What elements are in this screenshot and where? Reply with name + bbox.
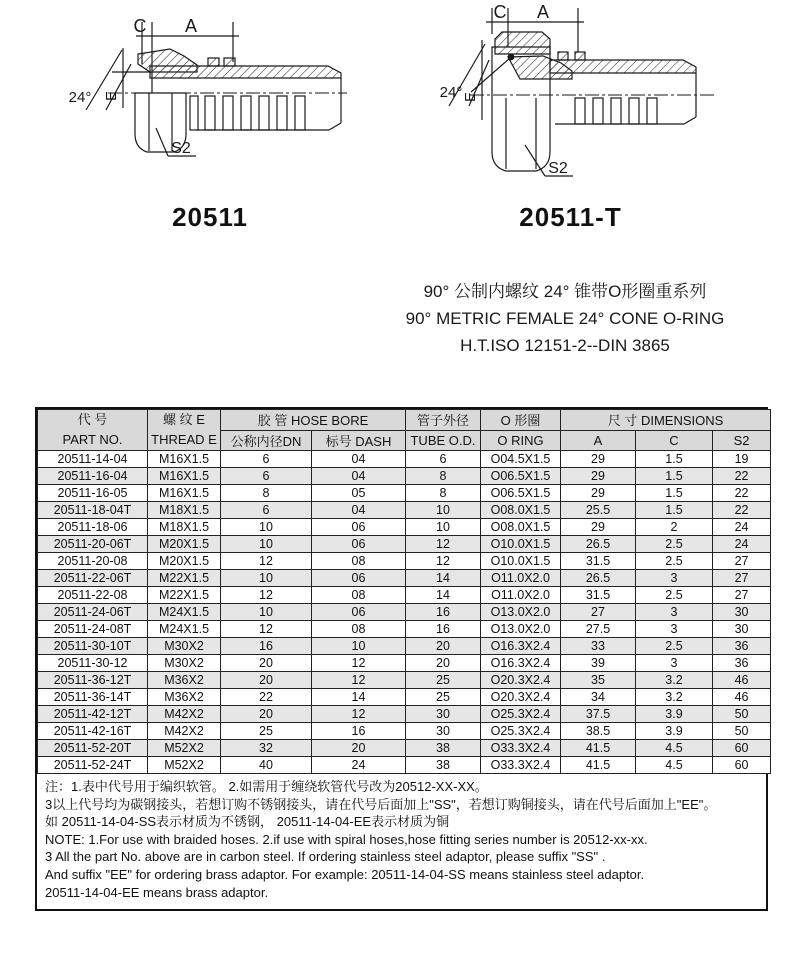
table-cell: 30 [713,604,771,621]
table-cell: 06 [312,519,406,536]
table-cell: 3 [636,621,713,638]
table-cell: O10.0X1.5 [481,536,561,553]
table-cell: O08.0X1.5 [481,519,561,536]
header-part-no [38,410,148,451]
table-cell: 36 [713,655,771,672]
table-cell: 20 [406,655,481,672]
table-row [38,621,771,638]
table-cell: 3.2 [636,672,713,689]
table-cell: O13.0X2.0 [481,621,561,638]
table-cell: 8 [406,485,481,502]
table-cell: 38 [406,740,481,757]
table-cell: O33.3X2.4 [481,740,561,757]
table-cell: O06.5X1.5 [481,468,561,485]
table-header [38,410,771,451]
spec-table-box [35,407,768,911]
table-cell: 20511-24-06T [38,604,148,621]
table-cell: O11.0X2.0 [481,587,561,604]
header-thread-en: THREAD E [151,432,217,447]
table-cell: 20511-36-12T [38,672,148,689]
table-cell: M20X1.5 [148,536,221,553]
table-cell: 41.5 [561,740,636,757]
table-cell: 8 [406,468,481,485]
table-cell: 25.5 [561,502,636,519]
table-cell: 46 [713,672,771,689]
table-cell: 20511-22-06T [38,570,148,587]
table-cell: 20511-42-12T [38,706,148,723]
table-cell: M20X1.5 [148,553,221,570]
table-cell: 20511-36-14T [38,689,148,706]
table-cell: 3.9 [636,706,713,723]
o-ring-dot [508,54,515,61]
table-cell: 50 [713,723,771,740]
table-cell: M22X1.5 [148,587,221,604]
table-cell: 10 [221,604,312,621]
header-oring-zh: O 形圈 [481,410,561,431]
table-cell: 14 [406,570,481,587]
series-title-en: 90° METRIC FEMALE 24° CONE O-RING [405,309,725,328]
table-cell: 20511-18-04T [38,502,148,519]
table-cell: 38 [406,757,481,774]
series-standard: H.T.ISO 12151-2--DIN 3865 [460,336,670,355]
table-cell: 46 [713,689,771,706]
table-cell: M16X1.5 [148,485,221,502]
table-cell: 20 [406,638,481,655]
header-col-a: A [561,430,636,451]
table-cell: 10 [221,519,312,536]
table-cell: 22 [713,468,771,485]
table-cell: 08 [312,587,406,604]
table-cell: 41.5 [561,757,636,774]
table-cell: 25 [221,723,312,740]
table-cell: 20511-30-10T [38,638,148,655]
dim-label-c: C [133,16,147,36]
table-cell: 16 [406,621,481,638]
table-cell: 20511-16-04 [38,468,148,485]
table-cell: M42X2 [148,706,221,723]
table-cell: 16 [221,638,312,655]
table-cell: M52X2 [148,757,221,774]
table-cell: 04 [312,502,406,519]
table-cell: 12 [221,621,312,638]
table-cell: O08.0X1.5 [481,502,561,519]
note-line: 3以上代号均为碳钢接头，若想订购不锈钢接头，请在代号后面加上"SS"，若想订购铜接头，请在代号后面加上"EE"。 [45,796,717,812]
header-col-s2: S2 [713,430,771,451]
table-cell: 05 [312,485,406,502]
table-cell: 60 [713,757,771,774]
table-cell: 14 [406,587,481,604]
table-cell: 04 [312,451,406,468]
table-row [38,536,771,553]
table-cell: 8 [221,485,312,502]
table-row [38,519,771,536]
technical-drawings-section [0,0,800,252]
table-cell: 14 [312,689,406,706]
table-cell: 16 [406,604,481,621]
table-cell: M42X2 [148,723,221,740]
table-cell: 12 [312,672,406,689]
table-row [38,740,771,757]
table-cell: 10 [312,638,406,655]
table-cell: 12 [406,536,481,553]
table-row [38,706,771,723]
table-cell: 16 [312,723,406,740]
table-cell: 40 [221,757,312,774]
table-cell: 3 [636,604,713,621]
table-cell: M18X1.5 [148,519,221,536]
header-thread-zh: 螺 纹 E [163,412,205,427]
table-cell: 06 [312,570,406,587]
table-cell: M36X2 [148,689,221,706]
table-cell: 31.5 [561,553,636,570]
table-cell: 24 [713,536,771,553]
header-tube-od-zh: 管子外径 [406,410,481,431]
table-cell: 20 [221,706,312,723]
table-cell: 20 [221,672,312,689]
table-cell: O25.3X2.4 [481,706,561,723]
dim-label-e: E [462,91,479,103]
table-cell: 31.5 [561,587,636,604]
table-cell: 12 [406,553,481,570]
table-row [38,451,771,468]
table-cell: O11.0X2.0 [481,570,561,587]
table-cell: O10.0X1.5 [481,553,561,570]
table-cell: 39 [561,655,636,672]
table-cell: 12 [312,706,406,723]
table-cell: 38.5 [561,723,636,740]
table-cell: 4.5 [636,757,713,774]
table-cell: 6 [221,502,312,519]
table-cell: 20 [312,740,406,757]
table-cell: 27 [713,570,771,587]
table-cell: 20511-18-06 [38,519,148,536]
table-row [38,672,771,689]
table-cell: 06 [312,536,406,553]
table-cell: O06.5X1.5 [481,485,561,502]
angle-label: 24° [68,89,92,106]
table-cell: 34 [561,689,636,706]
header-tube-od-en: TUBE O.D. [406,430,481,451]
table-cell: 20511-42-16T [38,723,148,740]
table-cell: 19 [713,451,771,468]
dim-label-a: A [184,16,198,36]
table-cell: 3 [636,655,713,672]
table-cell: 20511-30-12 [38,655,148,672]
table-cell: 30 [406,723,481,740]
table-cell: 27 [713,553,771,570]
table-cell: 6 [221,468,312,485]
series-title-block [325,278,800,359]
table-cell: 25 [406,672,481,689]
note-line: And suffix "EE" for ordering brass adaptor. For example: 20511-14-04-SS means stainless steel adaptor. [45,866,645,882]
dim-label-e: E [103,90,120,102]
table-cell: M16X1.5 [148,468,221,485]
table-cell: 60 [713,740,771,757]
notes-block [37,774,766,909]
table-cell: 29 [561,468,636,485]
header-dn: 公称内径DN [221,430,312,451]
table-row [38,553,771,570]
table-cell: 10 [221,570,312,587]
table-cell: O16.3X2.4 [481,655,561,672]
table-cell: 4.5 [636,740,713,757]
table-cell: 08 [312,621,406,638]
header-hose-bore: 胶 管 HOSE BORE [221,410,406,431]
table-cell: 22 [221,689,312,706]
table-cell: M18X1.5 [148,502,221,519]
table-cell: 3 [636,570,713,587]
table-cell: 12 [221,587,312,604]
table-cell: 20511-52-20T [38,740,148,757]
table-cell: 20 [221,655,312,672]
drawing-caption-20511: 20511 [172,202,248,232]
table-cell: 04 [312,468,406,485]
spec-table [37,409,771,774]
table-cell: M30X2 [148,655,221,672]
table-cell: 30 [713,621,771,638]
table-row [38,485,771,502]
table-cell: 20511-20-06T [38,536,148,553]
table-cell: M52X2 [148,740,221,757]
table-cell: O04.5X1.5 [481,451,561,468]
table-cell: 20511-22-08 [38,587,148,604]
table-cell: 1.5 [636,468,713,485]
table-row [38,689,771,706]
note-line: 3 All the part No. above are in carbon steel. If ordering stainless steel adaptor, please suffix "SS" . [45,849,606,865]
dim-label-a: A [536,2,550,22]
table-cell: 2.5 [636,587,713,604]
table-row [38,638,771,655]
table-cell: 20511-52-24T [38,757,148,774]
table-cell: O25.3X2.4 [481,723,561,740]
table-cell: O13.0X2.0 [481,604,561,621]
table-cell: O20.3X2.4 [481,672,561,689]
header-dash: 标号 DASH [312,430,406,451]
table-cell: 10 [406,519,481,536]
table-cell: O16.3X2.4 [481,638,561,655]
table-cell: 06 [312,604,406,621]
drawing-lines [449,8,696,176]
note-line: 如 20511-14-04-SS表示材质为不锈钢， 20511-14-04-EE表示材质为铜 [45,814,450,830]
table-cell: M24X1.5 [148,604,221,621]
fitting-drawing-20511 [50,12,350,212]
table-row [38,502,771,519]
table-cell: 22 [713,502,771,519]
header-dimensions: 尺 寸 DIMENSIONS [561,410,771,431]
table-cell: O20.3X2.4 [481,689,561,706]
table-cell: 29 [561,485,636,502]
table-cell: M22X1.5 [148,570,221,587]
table-cell: 2 [636,519,713,536]
header-thread [148,410,221,451]
table-cell: 08 [312,553,406,570]
note-line: NOTE: 1.For use with braided hoses. 2.if use with spiral hoses,hose fitting series number is 20512-xx-xx. [45,831,648,847]
table-cell: 36 [713,638,771,655]
table-cell: 24 [312,757,406,774]
angle-label: 24° [439,84,463,101]
table-cell: 6 [406,451,481,468]
table-cell: 33 [561,638,636,655]
table-cell: 1.5 [636,451,713,468]
table-cell: 30 [406,706,481,723]
table-cell: 32 [221,740,312,757]
table-cell: 27 [561,604,636,621]
table-row [38,570,771,587]
dim-label-s2: S2 [171,140,191,157]
note-line: 20511-14-04-EE means brass adaptor. [45,884,269,900]
table-cell: 20511-24-08T [38,621,148,638]
table-row [38,604,771,621]
table-row [38,757,771,774]
table-cell: 25 [406,689,481,706]
table-cell: 29 [561,451,636,468]
header-oring-en: O RING [481,430,561,451]
drawing-caption-20511-T: 20511-T [519,202,622,232]
table-cell: 50 [713,706,771,723]
header-part-no-en: PART NO. [62,432,123,447]
note-line: 注：1.表中代号用于编织软管。 2.如需用于缠绕软管代号改为20512-XX-XX。 [45,779,488,794]
fitting-drawing-20511-T [425,0,725,215]
table-cell: 26.5 [561,536,636,553]
table-cell: 12 [221,553,312,570]
table-cell: 27.5 [561,621,636,638]
table-cell: M36X2 [148,672,221,689]
drawing-lines [86,22,341,156]
dim-label-s2: S2 [548,160,568,177]
table-cell: 12 [312,655,406,672]
series-title-zh: 90° 公制内螺纹 24° 锥带O形圈重系列 [423,282,707,301]
table-cell: 10 [221,536,312,553]
table-row [38,655,771,672]
table-cell: M24X1.5 [148,621,221,638]
table-row [38,587,771,604]
table-cell: 3.2 [636,689,713,706]
table-cell: 6 [221,451,312,468]
table-body [38,451,771,774]
table-row [38,468,771,485]
table-cell: 10 [406,502,481,519]
table-cell: 2.5 [636,553,713,570]
table-cell: 29 [561,519,636,536]
table-cell: 35 [561,672,636,689]
dim-label-c: C [493,2,507,22]
header-col-c: C [636,430,713,451]
table-cell: M30X2 [148,638,221,655]
table-cell: 24 [713,519,771,536]
table-cell: 20511-16-05 [38,485,148,502]
table-cell: 27 [713,587,771,604]
table-cell: 1.5 [636,502,713,519]
table-cell: 20511-14-04 [38,451,148,468]
table-cell: 26.5 [561,570,636,587]
table-row [38,723,771,740]
table-cell: 37.5 [561,706,636,723]
table-cell: 2.5 [636,536,713,553]
table-cell: 20511-20-08 [38,553,148,570]
table-cell: O33.3X2.4 [481,757,561,774]
table-cell: 3.9 [636,723,713,740]
table-cell: 22 [713,485,771,502]
header-part-no-zh: 代 号 [77,412,108,427]
table-cell: M16X1.5 [148,451,221,468]
table-cell: 2.5 [636,638,713,655]
table-cell: 1.5 [636,485,713,502]
